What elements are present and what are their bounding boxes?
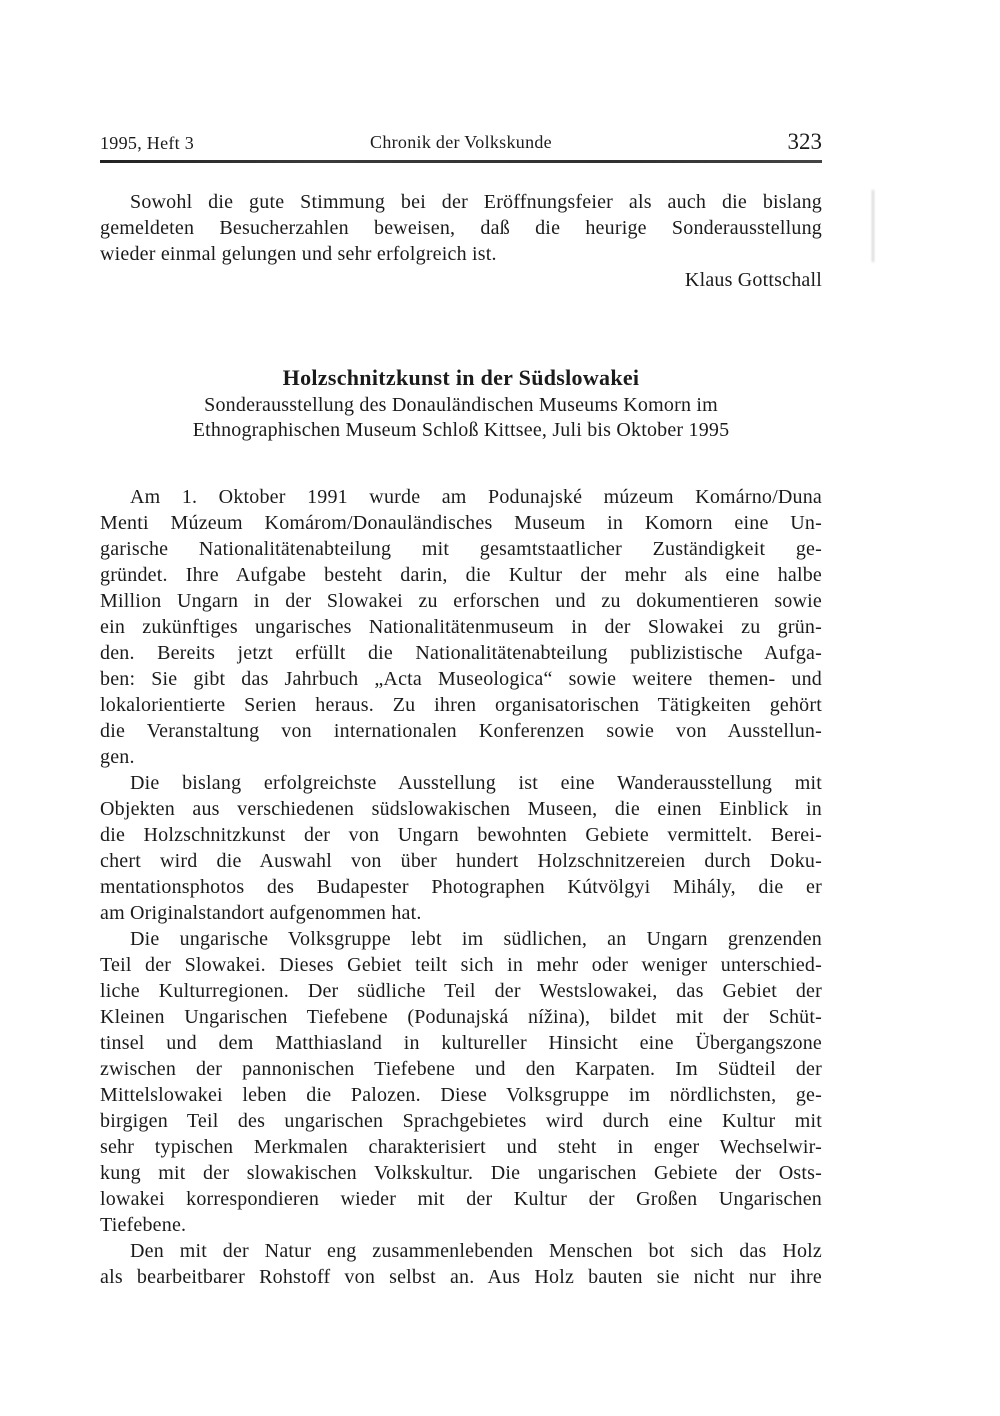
text-line: ein zukünftiges ungarisches Nationalitätenmuseum in der Slowakei zu grün- (100, 616, 822, 638)
text-line: lowakei korrespondieren wieder mit der Kultur der Großen Ungarischen (100, 1188, 822, 1210)
text-line: kung mit der slowakischen Volkskultur. Die ungarischen Gebiete der Osts- (100, 1162, 822, 1184)
paragraph (100, 484, 822, 770)
running-header-row (100, 130, 822, 155)
text-line: gründet. Ihre Aufgabe besteht darin, die Kultur der mehr als eine halbe (100, 564, 822, 586)
article-subtitle (100, 393, 822, 443)
text-line: gen. (100, 746, 135, 768)
text-line: als bearbeitbarer Rohstoff von selbst an. Aus Holz bauten sie nicht nur ihre (100, 1266, 822, 1288)
text-line: Kleinen Ungarischen Tiefebene (Podunajská nížina), bildet mit der Schüt- (100, 1006, 822, 1028)
text-line: tinsel und dem Matthiasland in kultureller Hinsicht eine Übergangszone (100, 1032, 822, 1054)
article-title: Holzschnitzkunst in der Südslowakei (282, 364, 640, 390)
page-number: 323 (787, 129, 822, 154)
text-line: Tiefebene. (100, 1214, 187, 1236)
author-signature: Klaus Gottschall (684, 269, 822, 291)
text-line: Menti Múzeum Komárom/Donauländisches Museum in Komorn eine Un- (100, 512, 822, 534)
text-line: Den mit der Natur eng zusammenlebenden Menschen bot sich das Holz (130, 1240, 822, 1262)
text-line: zwischen der pannonischen Tiefebene und den Karpaten. Im Südteil der (100, 1058, 822, 1080)
text-line: Teil der Slowakei. Dieses Gebiet teilt sich in mehr oder weniger unterschied- (100, 954, 822, 976)
text-line: Mittelslowakei leben die Palozen. Diese Volksgruppe im nördlichsten, ge- (100, 1084, 822, 1106)
text-line: Die bislang erfolgreichste Ausstellung ist eine Wanderausstellung mit (130, 772, 822, 794)
text-line: liche Kulturregionen. Der südliche Teil der Westslowakei, das Gebiet der (100, 980, 822, 1002)
text-line: chert wird die Auswahl von über hundert Holzschnitzereien durch Doku- (100, 850, 822, 872)
text-line: Million Ungarn in der Slowakei zu erforschen und zu dokumentieren sowie (100, 590, 822, 612)
running-header (100, 130, 822, 163)
article-body (100, 484, 822, 1290)
text-line: am Originalstandort aufgenommen hat. (100, 902, 422, 924)
text-line: mentationsphotos des Budapester Photographen Kútvölgyi Mihály, die er (100, 876, 822, 898)
text-line: wieder einmal gelungen und sehr erfolgreich ist. (100, 243, 497, 265)
text-line: Die ungarische Volksgruppe lebt im südlichen, an Ungarn grenzenden (130, 928, 822, 950)
text-line: die Veranstaltung von internationalen Konferenzen sowie von Ausstellun- (100, 720, 822, 742)
journal-title: Chronik der Volkskunde (370, 132, 552, 152)
text-line: die Holzschnitzkunst der von Ungarn bewohnten Gebiete vermittelt. Berei- (100, 824, 822, 846)
paragraph (100, 926, 822, 1238)
text-line: sehr typischen Merkmalen charakterisiert und steht in enger Wechselwir- (100, 1136, 822, 1158)
issue-label: 1995, Heft 3 (100, 133, 195, 153)
paragraph (100, 770, 822, 926)
text-line: gemeldeten Besucherzahlen beweisen, daß die heurige Sonderausstellung (100, 217, 822, 239)
text-line: den. Bereits jetzt erfüllt die Nationalitätenabteilung publizistische Aufga- (100, 642, 822, 664)
text-line: ben: Sie gibt das Jahrbuch „Acta Museologica“ sowie weitere themen- und (100, 668, 822, 690)
text-line: Sowohl die gute Stimmung bei der Eröffnungsfeier als auch die bislang (130, 191, 822, 213)
text-line: birgigen Teil des ungarischen Sprachgebietes wird durch eine Kultur mit (100, 1110, 822, 1132)
text-line: garische Nationalitätenabteilung mit gesamtstaatlicher Zuständigkeit ge- (100, 538, 822, 560)
text-line: Ethnographischen Museum Schloß Kittsee, Juli bis Oktober 1995 (192, 419, 730, 441)
previous-article-closing (100, 189, 822, 293)
scan-artifact (872, 190, 874, 262)
closing-paragraph (100, 189, 822, 267)
text-line: lokalorientierte Serien heraus. Zu ihren organisatorischen Tätigkeiten gehört (100, 694, 822, 716)
paragraph (100, 1238, 822, 1290)
text-line: Objekten aus verschiedenen südslowakischen Museen, die einen Einblick in (100, 798, 822, 820)
header-rule (100, 160, 822, 163)
text-line: Sonderausstellung des Donauländischen Museums Komorn im (204, 394, 718, 416)
text-line: Am 1. Oktober 1991 wurde am Podunajské múzeum Komárno/Duna (130, 486, 822, 508)
